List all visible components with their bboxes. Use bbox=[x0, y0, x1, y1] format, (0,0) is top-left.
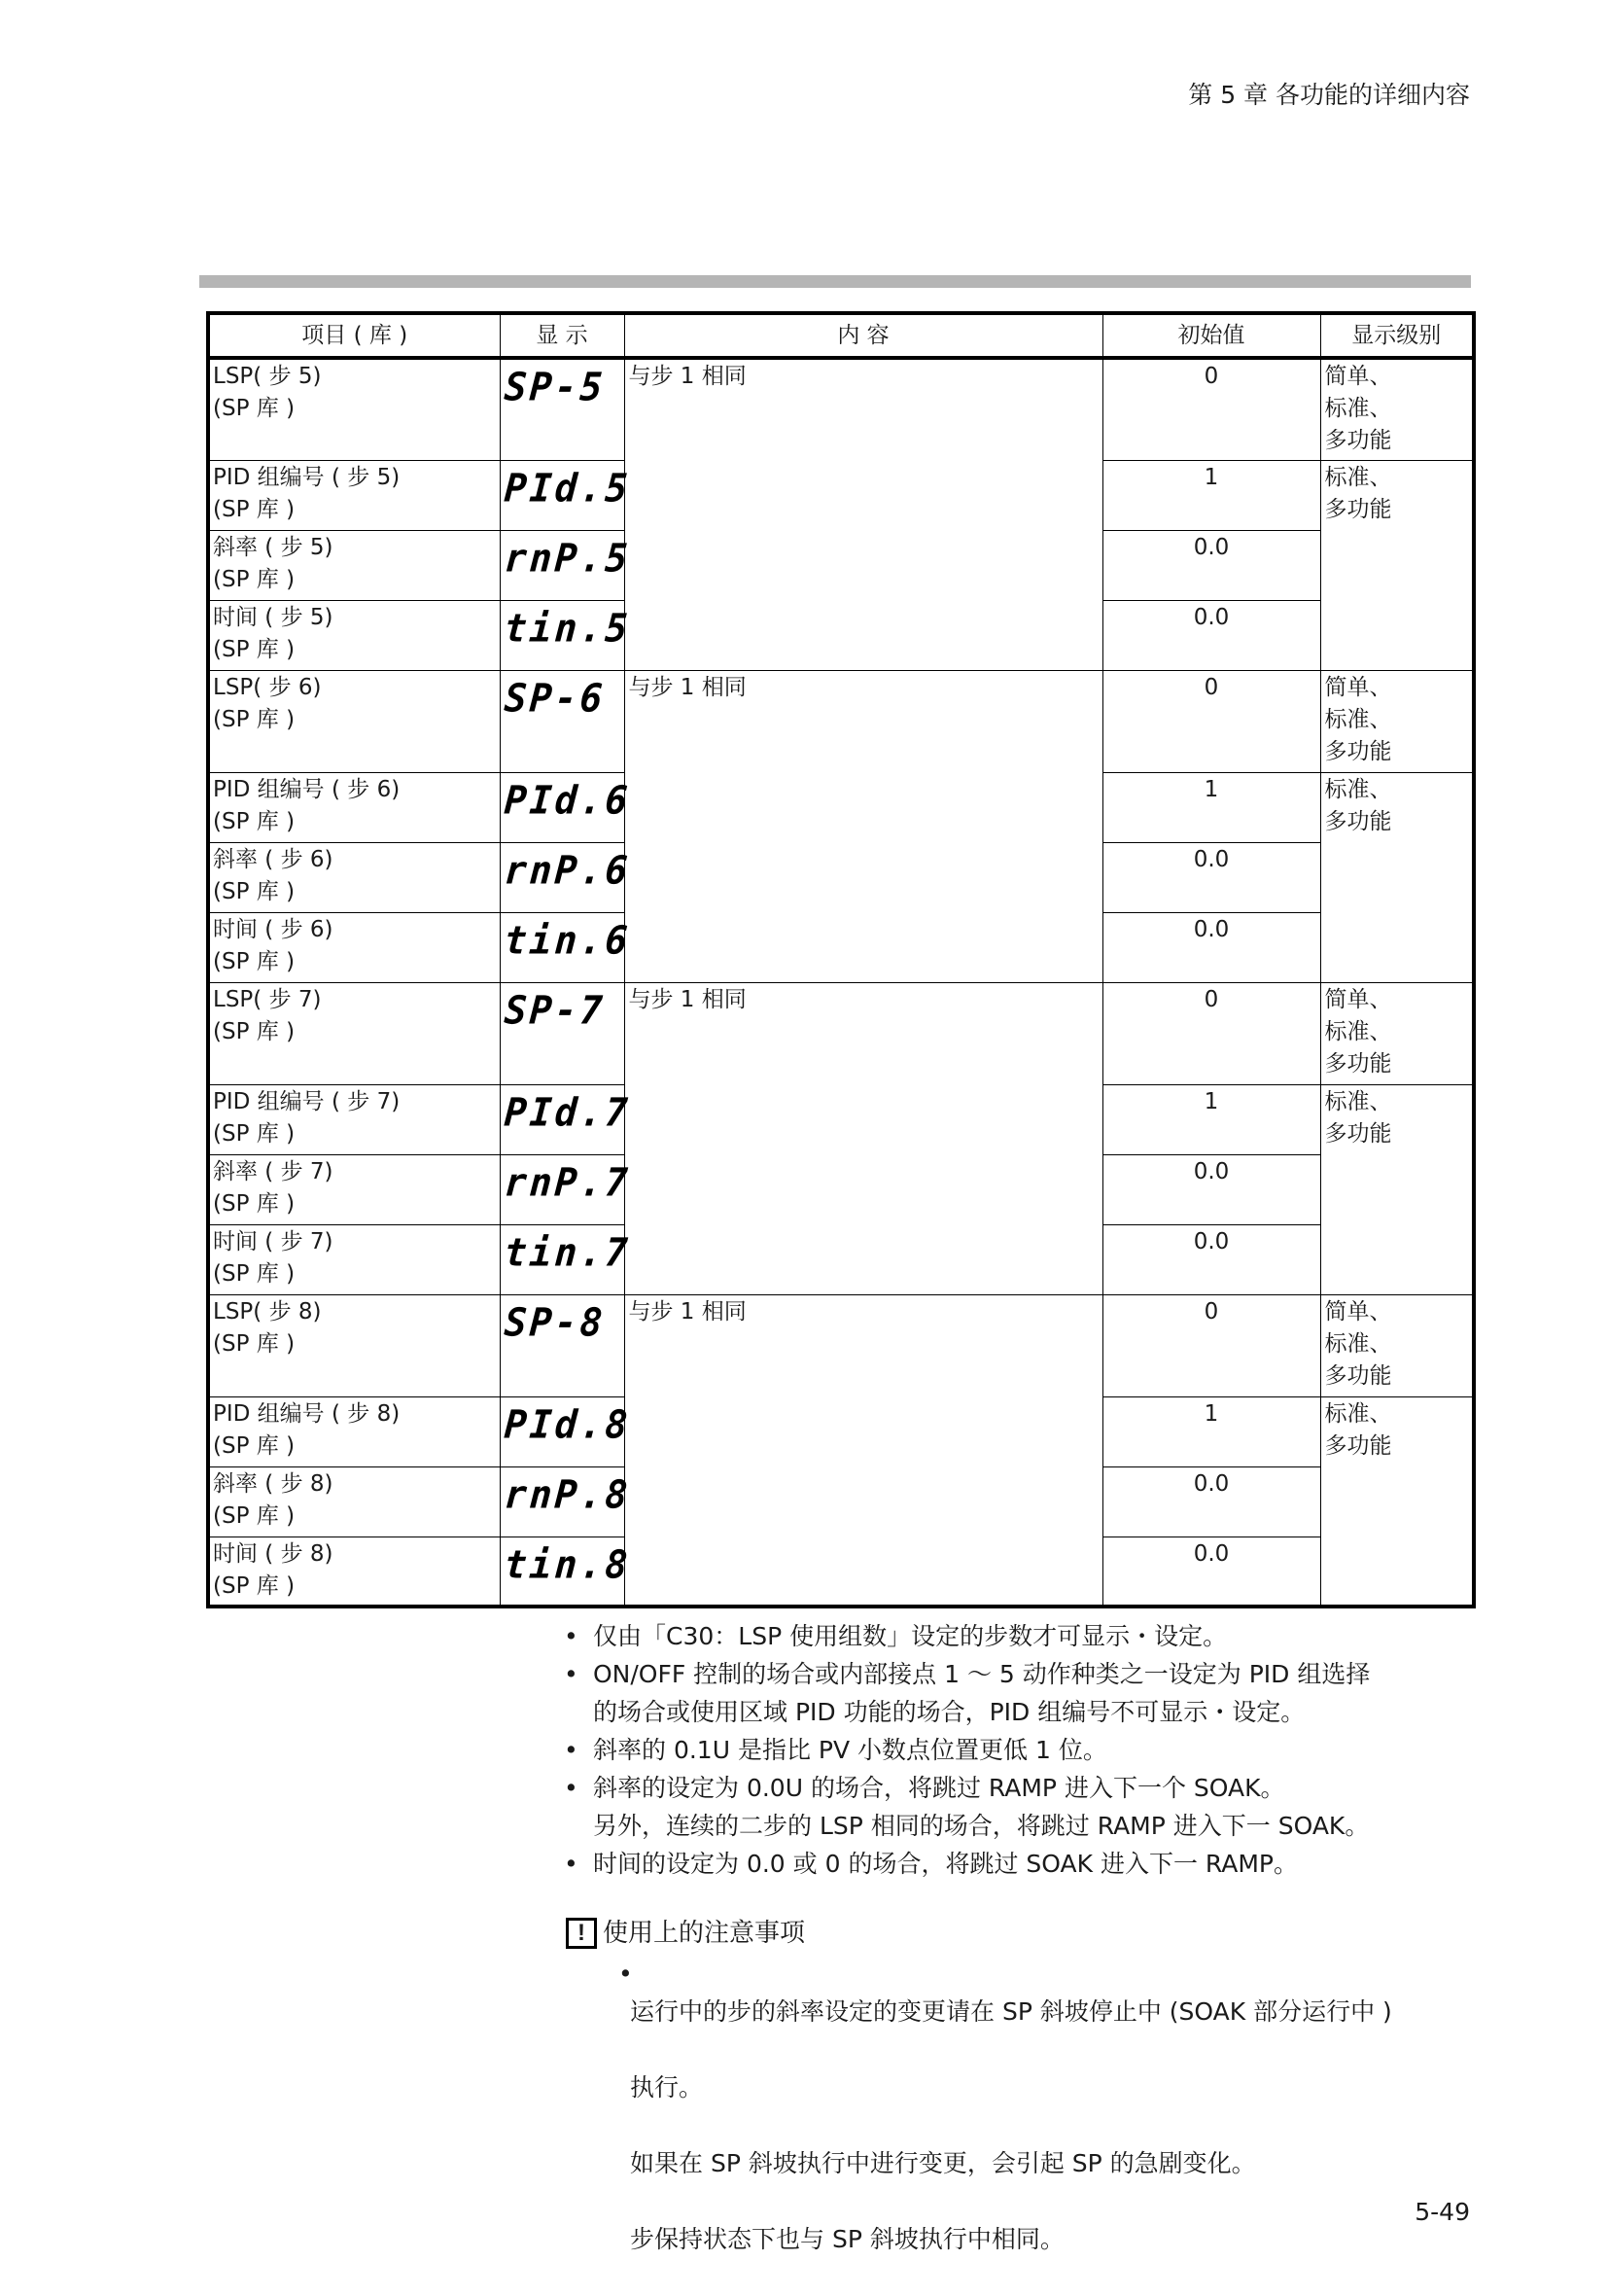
item-cell: 斜率 ( 步 5) (SP 库 ) bbox=[208, 530, 500, 600]
display-level-cell: 简单、 标准、 多功能 bbox=[1320, 982, 1474, 1084]
display-cell bbox=[500, 1294, 624, 1396]
segment-display-code: tin.8 bbox=[502, 1541, 632, 1587]
display-cell bbox=[500, 670, 624, 772]
column-header-initial: 初始值 bbox=[1102, 313, 1320, 358]
caution-title-row bbox=[566, 1914, 1489, 1953]
initial-value-cell: 0 bbox=[1102, 670, 1320, 772]
item-cell: 时间 ( 步 7) (SP 库 ) bbox=[208, 1224, 500, 1294]
table-header-row bbox=[208, 313, 1474, 358]
initial-value-cell: 0 bbox=[1102, 982, 1320, 1084]
initial-value-cell: 1 bbox=[1102, 1084, 1320, 1154]
initial-value-cell: 0.0 bbox=[1102, 1537, 1320, 1607]
content-cell: 与步 1 相同 bbox=[624, 670, 1102, 982]
display-cell bbox=[500, 530, 632, 600]
display-cell bbox=[500, 358, 624, 460]
note-item: • 仅由「C30：LSP 使用组数」设定的步数才可显示・设定。 bbox=[562, 1617, 1495, 1655]
note-item: • 时间的设定为 0.0 或 0 的场合，将跳过 SOAK 进入下一 RAMP。 bbox=[562, 1845, 1495, 1883]
display-level-cell: 简单、 标准、 多功能 bbox=[1320, 670, 1474, 772]
item-cell: PID 组编号 ( 步 8) (SP 库 ) bbox=[208, 1396, 500, 1466]
segment-display-code: PId.8 bbox=[502, 1401, 632, 1447]
item-cell: PID 组编号 ( 步 5) (SP 库 ) bbox=[208, 460, 500, 530]
display-cell bbox=[500, 1396, 632, 1466]
segment-display-code: PId.7 bbox=[502, 1089, 632, 1135]
display-level-cell: 简单、 标准、 多功能 bbox=[1320, 1294, 1474, 1396]
segment-display-code: SP-8 bbox=[502, 1299, 607, 1345]
initial-value-cell: 0 bbox=[1102, 358, 1320, 460]
display-cell bbox=[500, 1224, 632, 1294]
table-row bbox=[208, 982, 1474, 1084]
display-level-cell: 标准、 多功能 bbox=[1320, 460, 1474, 670]
item-cell: LSP( 步 7) (SP 库 ) bbox=[208, 982, 500, 1084]
note-item: • ON/OFF 控制的场合或内部接点 1 ～ 5 动作种类之一设定为 PID 组选择 的场合或使用区域 PID 功能的场合，PID 组编号不可显示・设定。 bbox=[562, 1655, 1495, 1731]
segment-display-code: PId.5 bbox=[502, 465, 632, 511]
display-cell bbox=[500, 1154, 632, 1224]
content-cell: 与步 1 相同 bbox=[624, 982, 1102, 1294]
item-cell: 时间 ( 步 8) (SP 库 ) bbox=[208, 1537, 500, 1607]
display-level-cell: 简单、 标准、 多功能 bbox=[1320, 358, 1474, 460]
content-cell: 与步 1 相同 bbox=[624, 358, 1102, 670]
segment-display-code: rnP.8 bbox=[502, 1471, 632, 1517]
segment-display-code: tin.6 bbox=[502, 917, 632, 963]
initial-value-cell: 0.0 bbox=[1102, 912, 1320, 982]
display-level-cell: 标准、 多功能 bbox=[1320, 772, 1474, 982]
display-cell bbox=[500, 1466, 632, 1537]
chapter-header: 第 5 章 各功能的详细内容 bbox=[1188, 81, 1470, 109]
caution-title: 使用上的注意事项 bbox=[603, 1919, 806, 1948]
content-cell: 与步 1 相同 bbox=[624, 1294, 1102, 1607]
page-number: 5-49 bbox=[1415, 2198, 1470, 2226]
display-cell bbox=[500, 1084, 632, 1154]
column-header-display: 显 示 bbox=[500, 313, 624, 358]
item-cell: PID 组编号 ( 步 6) (SP 库 ) bbox=[208, 772, 500, 842]
initial-value-cell: 1 bbox=[1102, 1396, 1320, 1466]
caution-line: 如果在 SP 斜坡执行中进行变更，会引起 SP 的急剧变化。 bbox=[630, 2149, 1256, 2177]
segment-display-code: SP-7 bbox=[502, 987, 607, 1033]
table-body bbox=[208, 358, 1474, 1607]
item-cell: 斜率 ( 步 6) (SP 库 ) bbox=[208, 842, 500, 912]
segment-display-code: rnP.7 bbox=[502, 1159, 632, 1205]
display-cell bbox=[500, 912, 632, 982]
display-cell bbox=[500, 842, 632, 912]
item-cell: 斜率 ( 步 8) (SP 库 ) bbox=[208, 1466, 500, 1537]
caution-block bbox=[566, 1914, 1489, 2296]
segment-display-code: rnP.6 bbox=[502, 847, 632, 893]
segment-display-code: rnP.5 bbox=[502, 535, 632, 581]
display-cell bbox=[500, 772, 632, 842]
initial-value-cell: 0 bbox=[1102, 1294, 1320, 1396]
segment-display-code: tin.7 bbox=[502, 1229, 632, 1275]
item-cell: 时间 ( 步 5) (SP 库 ) bbox=[208, 600, 500, 670]
item-cell: LSP( 步 6) (SP 库 ) bbox=[208, 670, 500, 772]
initial-value-cell: 0.0 bbox=[1102, 1154, 1320, 1224]
display-level-cell: 标准、 多功能 bbox=[1320, 1396, 1474, 1607]
item-cell: 时间 ( 步 6) (SP 库 ) bbox=[208, 912, 500, 982]
table-row bbox=[208, 1294, 1474, 1396]
caution-line: • 运行中的步的斜率设定的变更请在 SP 斜坡停止中 (SOAK 部分运行中 ) bbox=[630, 1997, 1392, 2026]
caution-icon: ! bbox=[566, 1918, 597, 1949]
caution-line: 步保持状态下也与 SP 斜坡执行中相同。 bbox=[630, 2225, 1065, 2253]
column-header-item: 项目 ( 库 ) bbox=[208, 313, 500, 358]
initial-value-cell: 0.0 bbox=[1102, 1466, 1320, 1537]
note-item: • 斜率的设定为 0.0U 的场合，将跳过 RAMP 进入下一个 SOAK。 另外，连续的二步的 LSP 相同的场合，将跳过 RAMP 进入下一 SOAK。 bbox=[562, 1769, 1495, 1845]
initial-value-cell: 0.0 bbox=[1102, 530, 1320, 600]
note-item: • 斜率的 0.1U 是指比 PV 小数点位置更低 1 位。 bbox=[562, 1731, 1495, 1769]
segment-display-code: PId.6 bbox=[502, 777, 632, 823]
item-cell: LSP( 步 8) (SP 库 ) bbox=[208, 1294, 500, 1396]
display-cell bbox=[500, 1537, 632, 1607]
initial-value-cell: 0.0 bbox=[1102, 842, 1320, 912]
initial-value-cell: 0.0 bbox=[1102, 600, 1320, 670]
display-cell bbox=[500, 460, 632, 530]
table-row bbox=[208, 670, 1474, 772]
parameter-table bbox=[206, 311, 1476, 1608]
segment-display-code: SP-6 bbox=[502, 675, 607, 721]
column-header-level: 显示级别 bbox=[1320, 313, 1474, 358]
item-cell: LSP( 步 5) (SP 库 ) bbox=[208, 358, 500, 460]
section-divider bbox=[199, 275, 1471, 288]
notes-list bbox=[562, 1617, 1495, 1883]
caution-line: 执行。 bbox=[630, 2073, 704, 2102]
display-level-cell: 标准、 多功能 bbox=[1320, 1084, 1474, 1294]
segment-display-code: tin.5 bbox=[502, 605, 632, 651]
initial-value-cell: 1 bbox=[1102, 460, 1320, 530]
display-cell bbox=[500, 982, 624, 1084]
table-row bbox=[208, 358, 1474, 460]
item-cell: PID 组编号 ( 步 7) (SP 库 ) bbox=[208, 1084, 500, 1154]
initial-value-cell: 1 bbox=[1102, 772, 1320, 842]
item-cell: 斜率 ( 步 7) (SP 库 ) bbox=[208, 1154, 500, 1224]
column-header-content: 内 容 bbox=[624, 313, 1102, 358]
segment-display-code: SP-5 bbox=[502, 364, 607, 410]
initial-value-cell: 0.0 bbox=[1102, 1224, 1320, 1294]
caution-text bbox=[566, 1955, 1489, 2296]
display-cell bbox=[500, 600, 632, 670]
